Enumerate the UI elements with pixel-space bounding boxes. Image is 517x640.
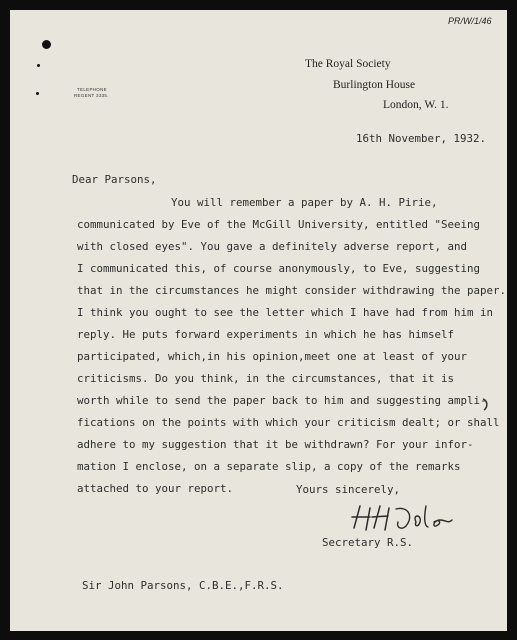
body-line: I communicated this, of course anonymously, to Eve, suggesting (77, 262, 481, 275)
body-line: mation I enclose, on a separate slip, a copy of the remarks (77, 460, 461, 473)
punch-hole (42, 40, 51, 49)
body-line: attached to your report. (77, 482, 234, 495)
closing: Yours sincerely, (296, 483, 401, 496)
salutation: Dear Parsons, (72, 173, 157, 186)
handwritten-mark (480, 397, 490, 418)
punch-hole-dot (37, 64, 40, 67)
body-line: adhere to my suggestion that it be withdrawn? For your infor- (77, 438, 474, 451)
body-line: criticisms. Do you think, in the circumstances, that it is (77, 372, 455, 385)
body-line: fications on the points with which your criticism dealt; or shall (77, 416, 500, 429)
letterhead-line-2: Burlington House (333, 79, 416, 91)
body-line: worth while to send the paper back to him and suggesting ampli- (77, 394, 487, 407)
letterhead-line-1: The Royal Society (305, 58, 391, 70)
letter-date: 16th November, 1932. (356, 132, 487, 145)
punch-hole-dot (36, 92, 39, 95)
letterhead-line-3: London, W. 1. (383, 99, 449, 111)
body-line: You will remember a paper by A. H. Pirie, (171, 196, 438, 209)
body-line: communicated by Eve of the McGill University, entitled "Seeing (77, 218, 481, 231)
body-line: with closed eyes". You gave a definitely adverse report, and (77, 240, 468, 253)
addressee: Sir John Parsons, C.B.E.,F.R.S. (82, 579, 284, 592)
letter-sheet (10, 10, 507, 631)
signature (348, 500, 458, 539)
signatory-title: Secretary R.S. (322, 536, 414, 549)
body-line: that in the circumstances he might consider withdrawing the paper. (77, 284, 507, 297)
archive-reference: PR/W/1/46 (448, 16, 492, 26)
body-line: I think you ought to see the letter which I have had from him in (77, 306, 494, 319)
telephone-label: TELEPHONE (77, 87, 107, 92)
body-line: reply. He puts forward experiments in which he has himself (77, 328, 455, 341)
body-line: participated, which,in his opinion,meet one at least of your (77, 350, 468, 363)
telephone-number: REGENT 3335. (74, 93, 109, 98)
